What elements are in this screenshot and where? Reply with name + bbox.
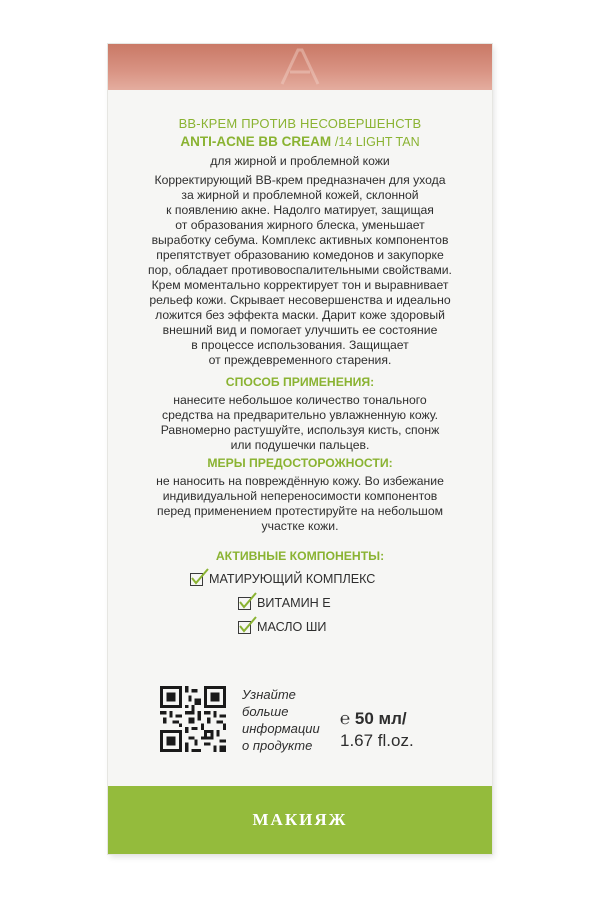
description-line: Крем моментально корректирует тон и выравнивает <box>151 278 449 292</box>
description-line: препятствует образованию комедонов и закупорке <box>156 248 444 262</box>
top-color-band <box>108 44 492 90</box>
ingredient-item <box>238 620 326 634</box>
active-heading: АКТИВНЫЕ КОМПОНЕНТЫ: <box>215 549 385 563</box>
usage-heading: СПОСОБ ПРИМЕНЕНИЯ: <box>225 375 375 389</box>
usage-line: или подушечки пальцев. <box>230 438 370 452</box>
usage-line: средства на предварительно увлажненную кожу. <box>161 408 439 422</box>
qr-caption <box>242 686 320 754</box>
volume-imperial: 1.67 fl.oz. <box>340 731 414 750</box>
description-line: ложится без эффекта маски. Дарит коже здоровый <box>155 308 445 322</box>
product-name: ANTI-ACNE BB CREAM <box>180 134 332 149</box>
ingredient-label: МАТИРУЮЩИЙ КОМПЛЕКС <box>209 572 376 586</box>
ingredient-label: МАСЛО ШИ <box>257 620 327 634</box>
checkmark-box-icon <box>238 597 251 610</box>
ingredient-label: ВИТАМИН Е <box>257 596 331 610</box>
description-line: в процессе использования. Защищает <box>191 338 409 352</box>
brand-logo-fragment-icon <box>278 48 322 86</box>
precautions-heading: МЕРЫ ПРЕДОСТОРОЖНОСТИ: <box>207 456 393 470</box>
category-label: МАКИЯЖ <box>252 810 348 829</box>
qr-caption-line: информации <box>242 721 320 736</box>
qr-caption-line: больше <box>242 704 289 719</box>
qr-caption-line: Узнайте <box>242 687 296 702</box>
qr-caption-line: о продукте <box>242 738 313 753</box>
precautions-line: не наносить на повреждённую кожу. Во избежание <box>156 474 444 488</box>
description-line: за жирной и проблемной кожей, склонной <box>181 188 419 202</box>
description-line: от образования жирного блеска, уменьшает <box>175 218 425 232</box>
description-line: внешний вид и помогает улучшить ее состояние <box>162 323 438 337</box>
product-shade: /14 LIGHT TAN <box>334 135 420 149</box>
description-line: выработку себума. Комплекс активных компонентов <box>151 233 449 247</box>
volume-metric: ℮ 50 мл/ <box>340 709 407 728</box>
precautions-line: индивидуальной непереносимости компонентов <box>162 489 438 503</box>
qr-code-icon <box>160 686 226 752</box>
description-line: пор, обладает противовоспалительными свойствами. <box>148 263 452 277</box>
precautions-line: участке кожи. <box>261 519 339 533</box>
usage-line: Равномерно растушуйте, используя кисть, спонж <box>160 423 440 437</box>
category-band <box>108 786 492 854</box>
usage-line: нанесите небольшое количество тонального <box>173 393 427 407</box>
volume-info <box>340 708 414 752</box>
ingredient-item <box>190 572 375 586</box>
product-name-line <box>0 134 600 149</box>
checkmark-box-icon <box>190 573 203 586</box>
skin-type: для жирной и проблемной кожи <box>210 154 390 168</box>
description-line: к появлению акне. Надолго матирует, защищая <box>166 203 434 217</box>
product-type-line: BB-КРЕМ ПРОТИВ НЕСОВЕРШЕНСТВ <box>178 116 422 131</box>
description-line: от преждевременного старения. <box>208 353 392 367</box>
description-line: рельеф кожи. Скрывает несовершенства и идеально <box>149 293 451 307</box>
ingredient-item <box>238 596 331 610</box>
precautions-line: перед применением протестируйте на небольшом <box>157 504 443 518</box>
checkmark-box-icon <box>238 621 251 634</box>
description-line: Корректирующий BB-крем предназначен для ухода <box>154 173 446 187</box>
